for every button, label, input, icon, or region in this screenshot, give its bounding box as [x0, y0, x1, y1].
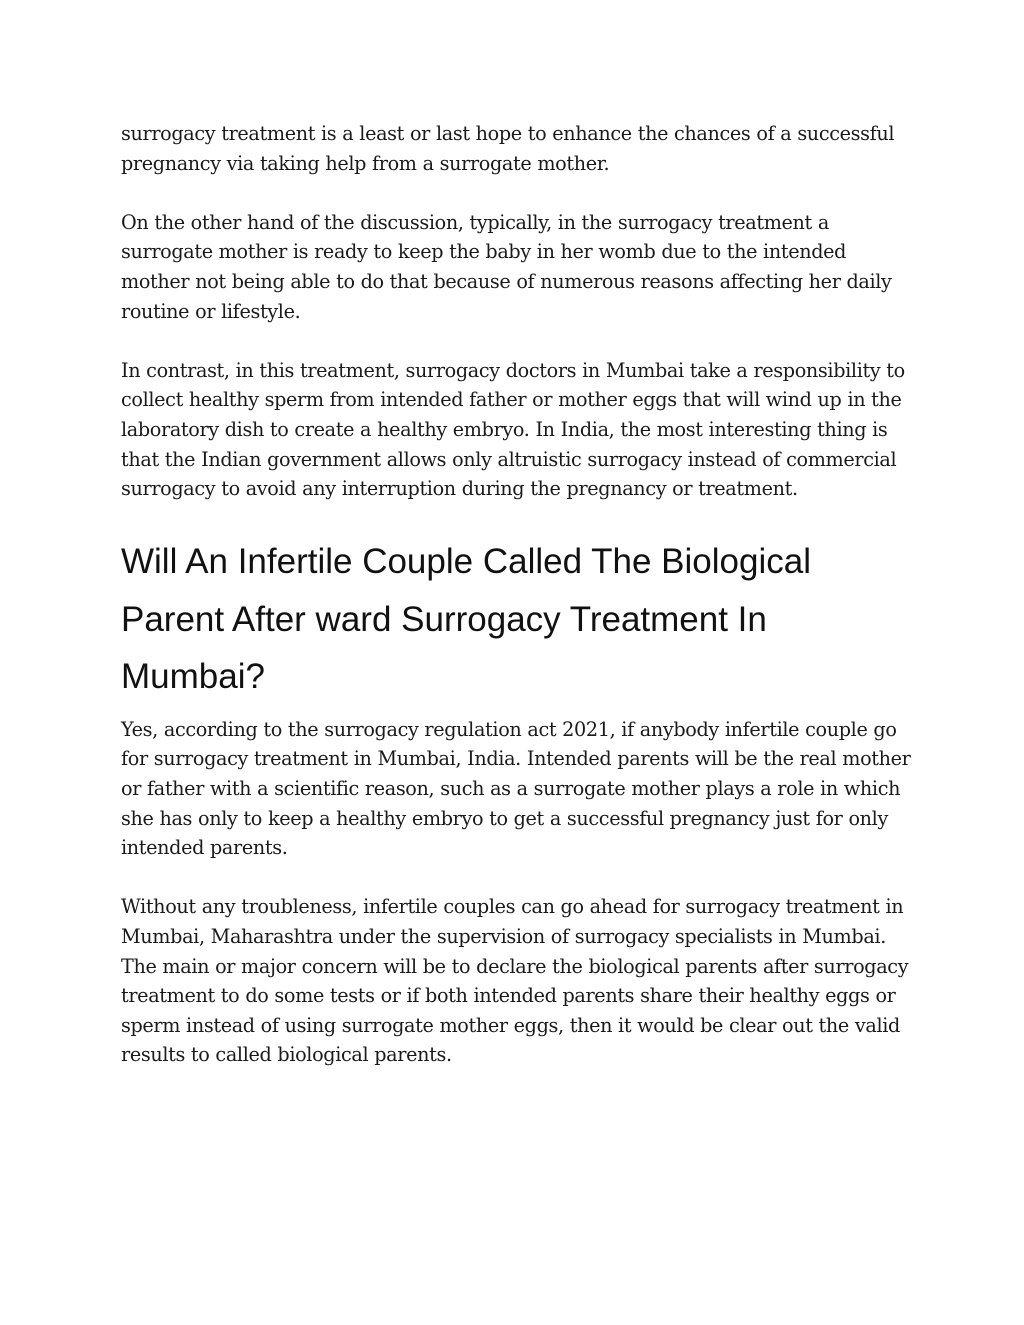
paragraph-biological-parents: Without any troubleness, infertile couples can go ahead for surrogacy treatment in Mumbai, Maharashtra under the supervision of surrogacy specialists in Mumbai. The main or major concern will be to declare the biological parents after surrogacy treatment to do some tests or if both intended parents share their healthy eggs or sperm instead of using surrogate mother eggs, then it would be clear out the valid results to called biological parents. [121, 895, 909, 1067]
paragraph-regulation-act: Yes, according to the surrogacy regulation act 2021, if anybody infertile couple go for surrogacy treatment in Mumbai, India. Intended parents will be the real mother or father with a scientific reason, such as a surrogate mother plays a role in which she has only to keep a healthy embryo to get a successful pregnancy just for only intended parents. [121, 717, 911, 860]
document-page [121, 119, 911, 1100]
paragraph-surrogate-mother-role: On the other hand of the discussion, typically, in the surrogacy treatment a surrogate mother is ready to keep the baby in her womb due to the intended mother not being able to do that because of numerous reasons affecting her daily routine or lifestyle. [121, 210, 892, 323]
paragraph-altruistic-surrogacy: In contrast, in this treatment, surrogacy doctors in Mumbai take a responsibility to collect healthy sperm from intended father or mother eggs that will wind up in the laboratory dish to create a healthy embryo. In India, the most interesting thing is that the Indian government allows only altruistic surrogacy instead of commercial surrogacy to avoid any interruption during the pregnancy or treatment. [121, 358, 905, 501]
paragraph-surrogacy-last-hope: surrogacy treatment is a least or last hope to enhance the chances of a successful pregnancy via taking help from a surrogate mother. [121, 122, 895, 175]
section-heading: Will An Infertile Couple Called The Biological Parent After ward Surrogacy Treatment In Mumbai? [121, 542, 811, 697]
